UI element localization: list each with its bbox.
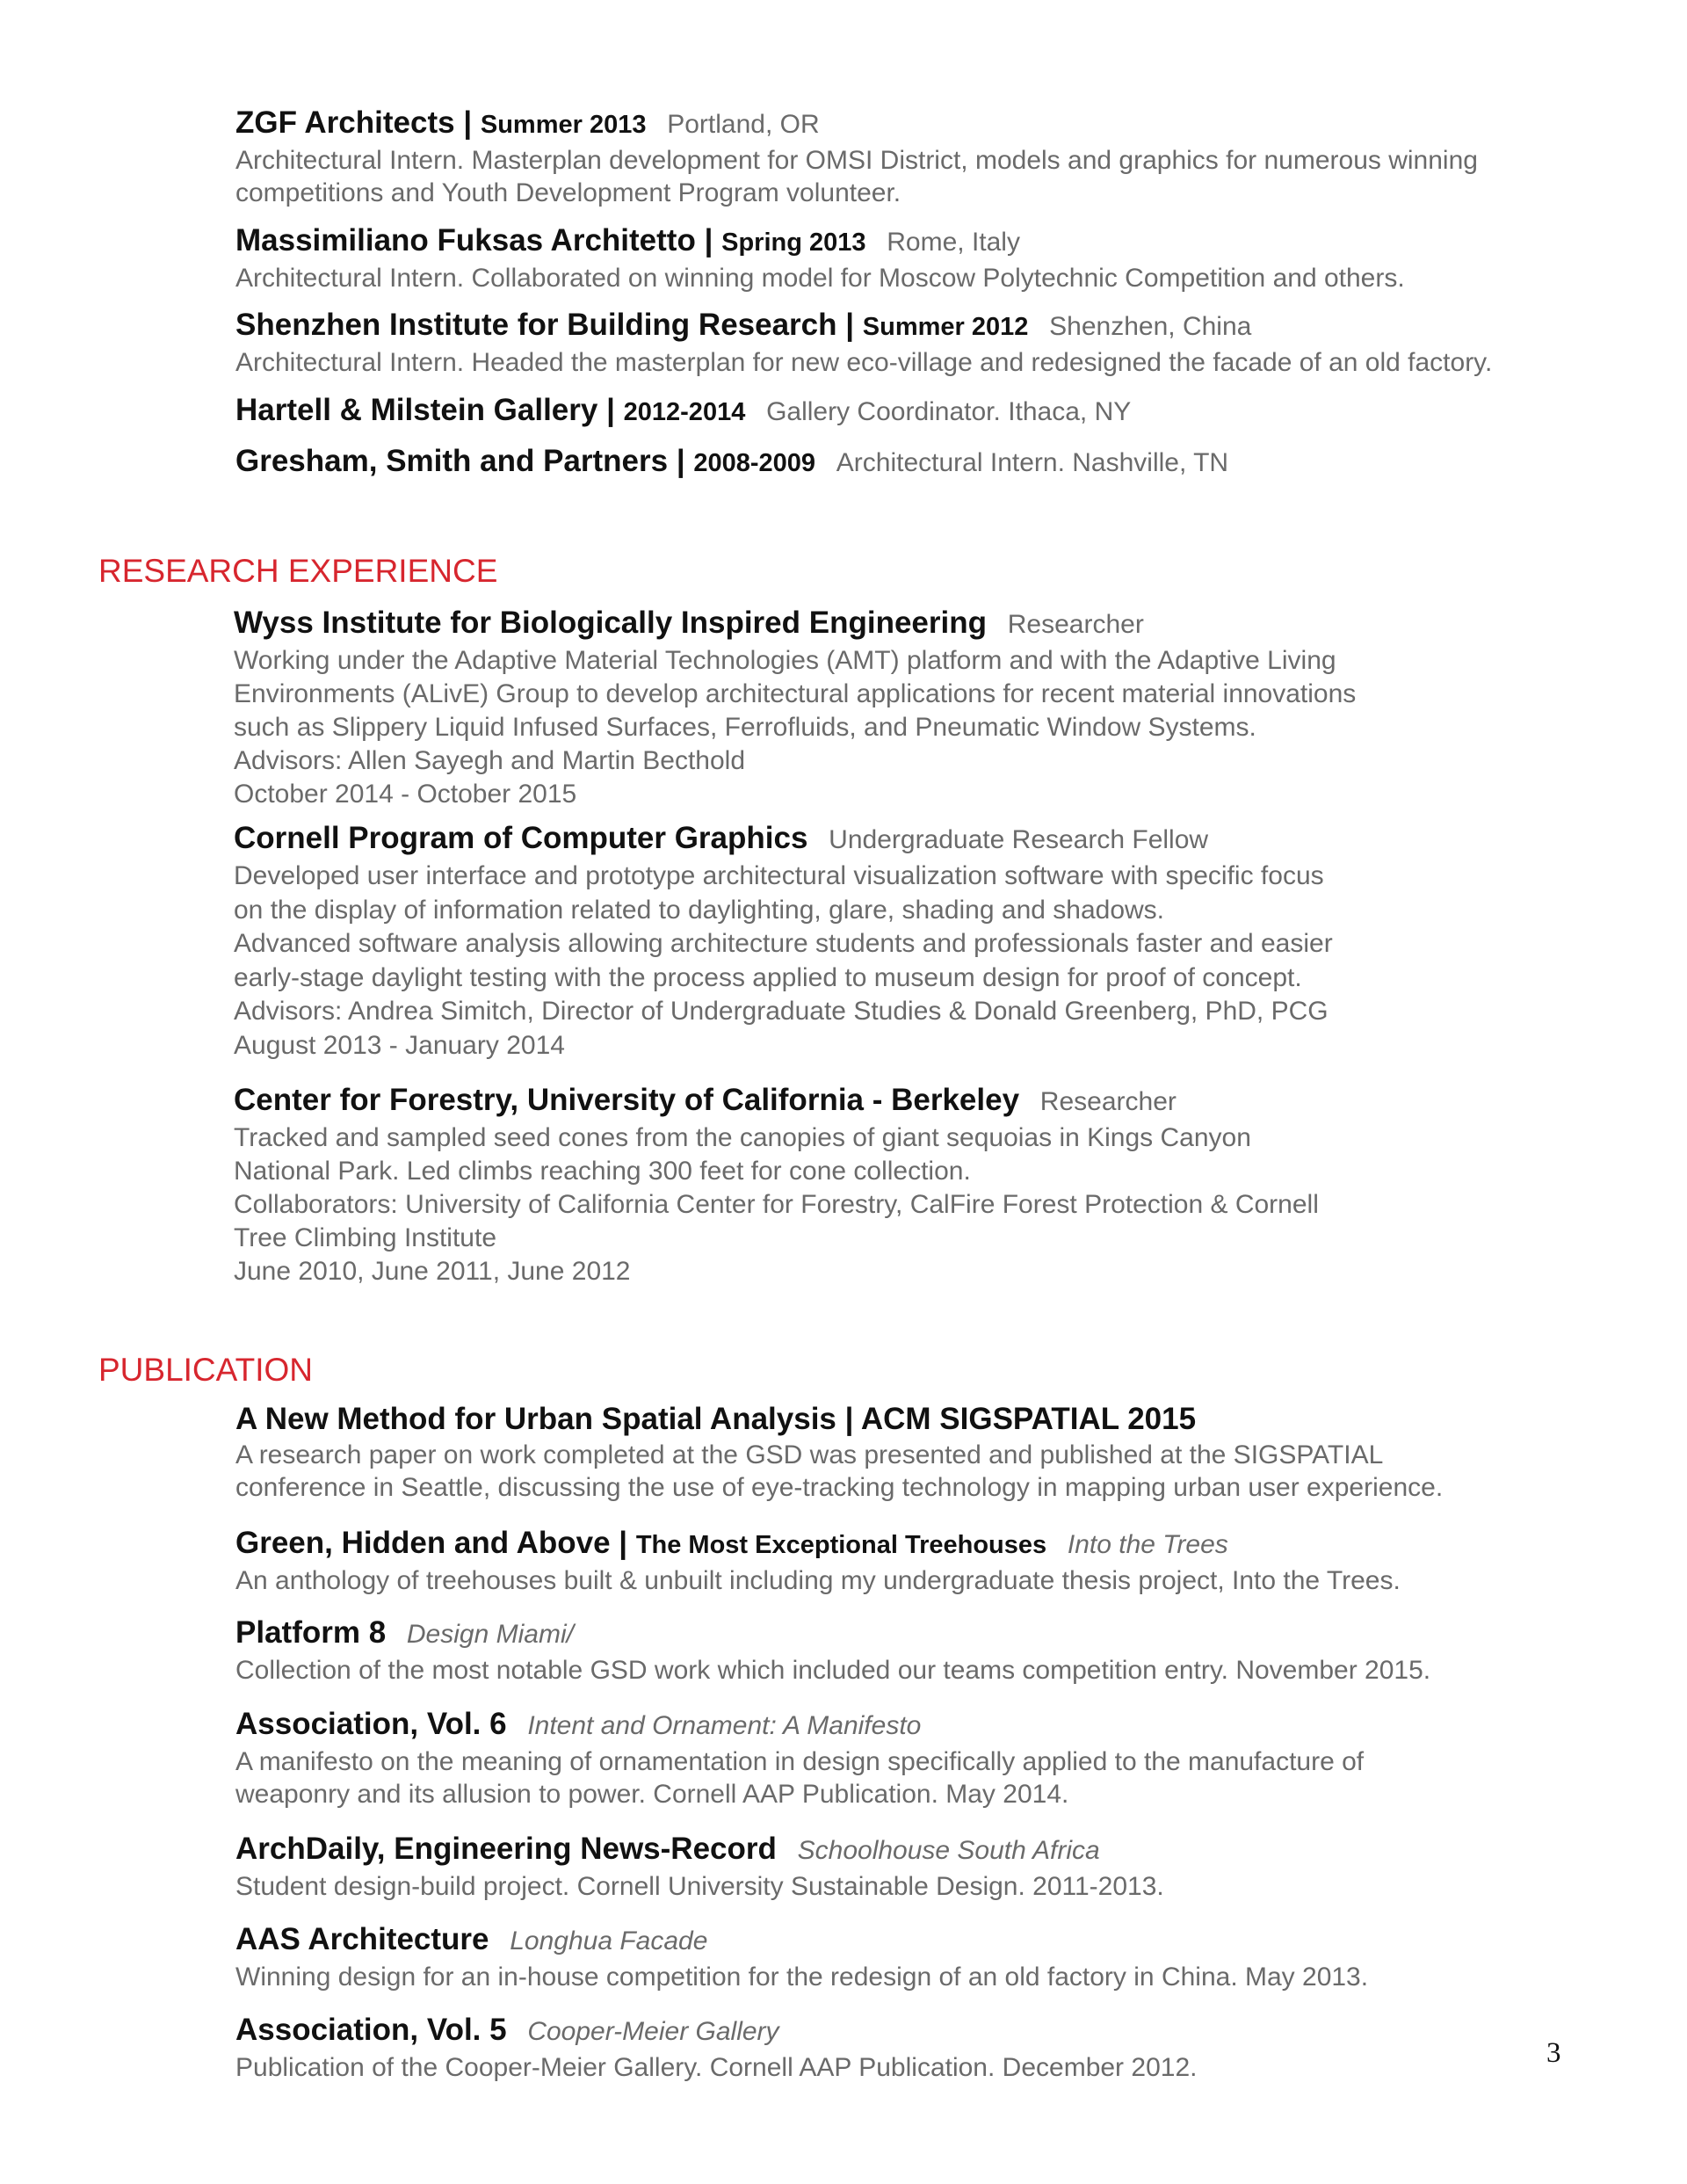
work-entry-heading xyxy=(235,442,1606,483)
work-location: Rome, Italy xyxy=(887,228,1020,257)
research-entry-heading xyxy=(234,604,1429,644)
work-entry-shenzhen xyxy=(235,306,1606,379)
publication-description xyxy=(235,1564,1606,1597)
description-line: National Park. Led climbs reaching 300 feet for cone collection. xyxy=(234,1157,971,1186)
publication-title: A New Method for Urban Spatial Analysis | ACM SIGSPATIAL 2015 xyxy=(235,1402,1197,1436)
work-description xyxy=(235,262,1606,294)
section-heading-research: RESEARCH EXPERIENCE xyxy=(98,553,498,589)
collaborators-line: Tree Climbing Institute xyxy=(234,1223,497,1252)
publication-description xyxy=(235,2051,1606,2084)
work-role-location: Gallery Coordinator. Ithaca, NY xyxy=(766,397,1132,426)
work-location: Shenzhen, China xyxy=(1049,312,1252,341)
date-range: August 2013 - January 2014 xyxy=(234,1030,565,1060)
work-entry-zgf xyxy=(235,104,1606,209)
description-line: Advanced software analysis allowing architecture students and professionals faster and easier xyxy=(234,929,1333,958)
research-entry-heading xyxy=(234,819,1429,860)
research-role: Researcher xyxy=(1007,610,1144,639)
description-line: Publication of the Cooper-Meier Gallery. Cornell AAP Publication. December 2012. xyxy=(235,2053,1198,2082)
description-line: Architectural Intern. Masterplan development for OMSI District, models and graphics for numerous winning xyxy=(235,146,1478,175)
work-entry-heading xyxy=(235,104,1606,144)
description-line: Architectural Intern. Collaborated on winning model for Moscow Polytechnic Competition and others. xyxy=(235,264,1405,293)
work-term: Spring 2013 xyxy=(721,229,866,257)
description-line: on the display of information related to daylighting, glare, shading and shadows. xyxy=(234,895,1165,925)
publication-work: Longhua Facade xyxy=(510,1926,708,1955)
description-line: Architectural Intern. Headed the masterplan for new eco-village and redesigned the facade of an old factory. xyxy=(235,348,1493,377)
research-entry-heading xyxy=(234,1081,1429,1121)
publication-heading xyxy=(235,1614,1606,1654)
description-line: Working under the Adaptive Material Technologies (AMT) platform and with the Adaptive Living xyxy=(234,646,1336,675)
employer-name: Hartell & Milstein Gallery xyxy=(235,393,598,427)
section-heading-publication: PUBLICATION xyxy=(98,1352,313,1388)
work-entry-heading xyxy=(235,221,1606,262)
research-role: Researcher xyxy=(1039,1087,1177,1116)
description-line: Collection of the most notable GSD work which included our teams competition entry. November 2015. xyxy=(235,1656,1431,1685)
work-entry-gresham xyxy=(235,442,1606,483)
advisors-line: Advisors: Andrea Simitch, Director of Undergraduate Studies & Donald Greenberg, PhD, PCG xyxy=(234,997,1329,1026)
description-line: Winning design for an in-house competition for the redesign of an old factory in China. May 2013. xyxy=(235,1963,1369,1992)
separator: | xyxy=(704,223,713,258)
publication-heading xyxy=(235,2011,1606,2051)
publication-entry-association-vol6 xyxy=(235,1705,1606,1810)
work-term: 2012-2014 xyxy=(623,398,746,426)
work-entry-fuksas xyxy=(235,221,1606,294)
employer-name: ZGF Architects xyxy=(235,105,455,140)
research-role: Undergraduate Research Fellow xyxy=(829,825,1209,854)
description-line: conference in Seattle, discussing the use of eye-tracking technology in mapping urban user experience. xyxy=(235,1473,1444,1502)
publication-description xyxy=(235,1654,1606,1687)
publication-entry-platform8 xyxy=(235,1614,1606,1687)
institution-name: Wyss Institute for Biologically Inspired Engineering xyxy=(234,606,987,640)
publication-description xyxy=(235,1961,1606,1993)
research-description xyxy=(234,644,1429,811)
description-line: weaponry and its allusion to power. Cornell AAP Publication. May 2014. xyxy=(235,1780,1069,1809)
description-line: Environments (ALivE) Group to develop architectural applications for recent material innovations xyxy=(234,679,1357,708)
publication-title: Green, Hidden and Above xyxy=(235,1526,611,1560)
work-term: 2008-2009 xyxy=(693,449,816,477)
publication-subtitle: The Most Exceptional Treehouses xyxy=(635,1531,1047,1559)
research-description xyxy=(234,1121,1429,1288)
employer-name: Gresham, Smith and Partners xyxy=(235,444,669,478)
description-line: A research paper on work completed at the GSD was presented and published at the SIGSPATIAL xyxy=(235,1440,1384,1469)
publication-work: Cooper-Meier Gallery xyxy=(527,2017,779,2046)
work-role-location: Architectural Intern. Nashville, TN xyxy=(836,448,1229,477)
publication-title: Association, Vol. 5 xyxy=(235,2013,507,2047)
research-entry-cornell-pcg xyxy=(234,819,1429,1063)
research-entry-berkeley xyxy=(234,1081,1429,1288)
publication-description xyxy=(235,1745,1606,1810)
publication-title: Platform 8 xyxy=(235,1615,387,1650)
publication-description xyxy=(235,1870,1606,1903)
date-range: October 2014 - October 2015 xyxy=(234,780,577,809)
description-line: competitions and Youth Development Program volunteer. xyxy=(235,178,901,207)
work-entry-heading xyxy=(235,391,1606,432)
separator: | xyxy=(619,1526,628,1560)
publication-title: ArchDaily, Engineering News-Record xyxy=(235,1832,777,1866)
separator: | xyxy=(845,308,855,342)
description-line: Tracked and sampled seed cones from the canopies of giant sequoias in Kings Canyon xyxy=(234,1123,1251,1152)
publication-entry-archdaily xyxy=(235,1830,1606,1903)
publication-heading xyxy=(235,1830,1606,1870)
work-location: Portland, OR xyxy=(667,110,820,139)
publication-heading xyxy=(235,1524,1606,1564)
research-description xyxy=(234,860,1429,1063)
publication-entry-treehouses xyxy=(235,1524,1606,1597)
separator: | xyxy=(606,393,615,427)
publication-work: Design Miami/ xyxy=(406,1620,574,1649)
publication-entry-aas xyxy=(235,1920,1606,1993)
advisors-line: Advisors: Allen Sayegh and Martin Becthold xyxy=(234,746,745,775)
publication-entry-sigspatial xyxy=(235,1400,1606,1504)
institution-name: Cornell Program of Computer Graphics xyxy=(234,821,808,855)
institution-name: Center for Forestry, University of California - Berkeley xyxy=(234,1083,1020,1117)
publication-heading xyxy=(235,1920,1606,1961)
description-line: An anthology of treehouses built & unbuilt including my undergraduate thesis project, Into the Trees. xyxy=(235,1566,1401,1595)
work-term: Summer 2012 xyxy=(862,313,1029,341)
employer-name: Shenzhen Institute for Building Research xyxy=(235,308,837,342)
collaborators-line: Collaborators: University of California Center for Forestry, CalFire Forest Protection & Cornell xyxy=(234,1190,1319,1219)
publication-work: Intent and Ornament: A Manifesto xyxy=(527,1711,922,1740)
publication-description xyxy=(235,1439,1485,1504)
publication-title: Association, Vol. 6 xyxy=(235,1707,507,1741)
publication-heading xyxy=(235,1705,1606,1745)
publication-heading xyxy=(235,1400,1606,1439)
work-entry-heading xyxy=(235,306,1606,346)
publication-work: Schoolhouse South Africa xyxy=(797,1836,1100,1865)
publication-entry-association-vol5 xyxy=(235,2011,1606,2084)
page-number: 3 xyxy=(1546,2037,1561,2069)
description-line: such as Slippery Liquid Infused Surfaces, Ferrofluids, and Pneumatic Window Systems. xyxy=(234,713,1256,742)
publication-title: AAS Architecture xyxy=(235,1922,489,1956)
separator: | xyxy=(463,105,473,140)
publication-work: Into the Trees xyxy=(1067,1530,1228,1559)
description-line: early-stage daylight testing with the process applied to museum design for proof of concept. xyxy=(234,962,1302,992)
description-line: Student design-build project. Cornell University Sustainable Design. 2011-2013. xyxy=(235,1872,1164,1901)
separator: | xyxy=(676,444,685,478)
work-description xyxy=(235,144,1606,209)
description-line: A manifesto on the meaning of ornamentation in design specifically applied to the manufacture of xyxy=(235,1747,1365,1776)
work-term: Summer 2013 xyxy=(480,111,647,139)
employer-name: Massimiliano Fuksas Architetto xyxy=(235,223,696,258)
date-range: June 2010, June 2011, June 2012 xyxy=(234,1257,631,1286)
work-entry-hartell xyxy=(235,391,1606,432)
research-entry-wyss xyxy=(234,604,1429,811)
work-description xyxy=(235,346,1606,379)
description-line: Developed user interface and prototype architectural visualization software with specific focus xyxy=(234,861,1324,890)
